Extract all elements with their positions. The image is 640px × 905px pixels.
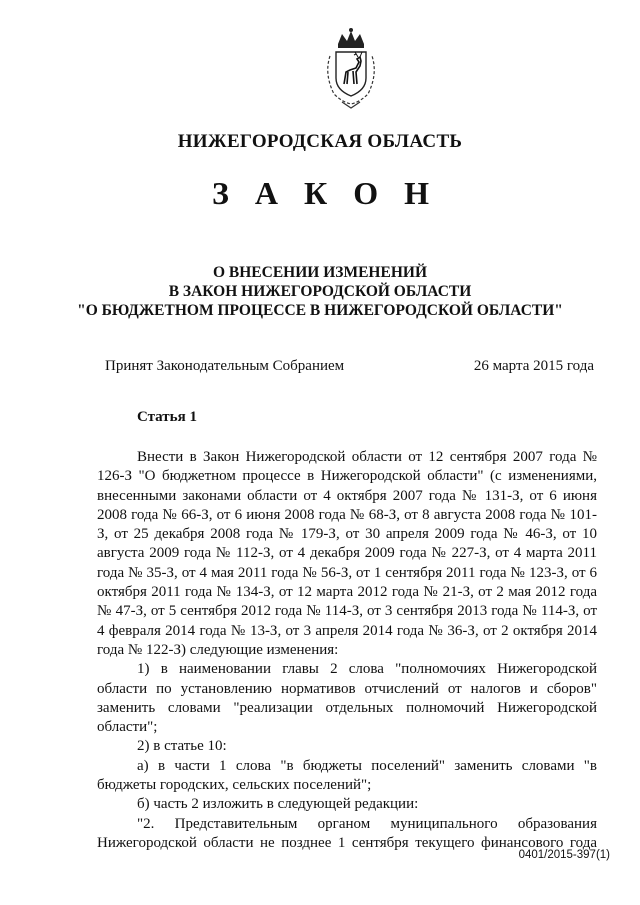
law-subject-line: О ВНЕСЕНИИ ИЗМЕНЕНИЙ <box>212 264 427 281</box>
law-subject-line: "О БЮДЖЕТНОМ ПРОЦЕССЕ В НИЖЕГОРОДСКОЙ ОБЛАСТИ" <box>77 302 563 319</box>
adoption-row <box>105 358 594 375</box>
article-paragraph: 1) в наименовании главы 2 слова "полномочиях Нижегородской области по установлению нормативов отчислений от налогов и сборов" заменить словами "реализации отдельных полномочий Нижегородской области"; <box>97 661 597 736</box>
article-paragraph: 2) в статье 10: <box>137 738 227 755</box>
region-title: НИЖЕГОРОДСКАЯ ОБЛАСТЬ <box>177 131 463 152</box>
article-paragraph: а) в части 1 слова "в бюджеты поселений" заменить словами "в бюджеты городских, сельских поселений"; <box>97 757 597 794</box>
law-title: З А К О Н <box>212 175 438 211</box>
article-body <box>97 448 597 853</box>
article-paragraph: "2. Представительным органом муниципального образования Нижегородской области не позднее 1 сентября текущего финансового года <box>97 815 597 851</box>
coat-of-arms-emblem <box>316 26 386 110</box>
law-subject-line: В ЗАКОН НИЖЕГОРОДСКОЙ ОБЛАСТИ <box>168 283 472 300</box>
article-heading: Статья 1 <box>137 409 197 425</box>
adoption-date: 26 марта 2015 года <box>473 358 594 374</box>
adopted-by: Принят Законодательным Собранием <box>105 358 345 374</box>
law-subject <box>0 263 640 320</box>
article-paragraph: Внести в Закон Нижегородской области от 12 сентября 2007 года № 126-З "О бюджетном процессе в Нижегородской области" (с изменениями, внесенными законами области от 4 октября 2007 года № 131-З, от 6 июня 2008 года № 66-З, от 6 июня 2008 года № 68-З, от 8 августа 2008 года № 101-З, от 25 декабря 2008 года № 179-З, от 30 апреля 2009 года № 46-З, от 10 августа 2009 года № 112-З, от 4 декабря 2009 года № 227-З, от 4 марта 2011 года № 35-З, от 4 мая 2011 года № 56-З, от 1 сентября 2011 года № 123-З, от 6 октября 2011 года № 134-З, от 12 марта 2012 года № 21-З, от 2 мая 2012 года № 47-З, от 5 сентября 2012 года № 114-З, от 3 сентября 2013 года № 114-З, от 4 февраля 2014 года № 13-З, от 3 апреля 2014 года № 36-З, от 2 октября 2014 года № 122-З) следующие изменения: <box>97 449 597 658</box>
article-paragraph: б) часть 2 изложить в следующей редакции: <box>137 796 419 813</box>
document-code: 0401/2015-397(1) <box>518 849 610 861</box>
